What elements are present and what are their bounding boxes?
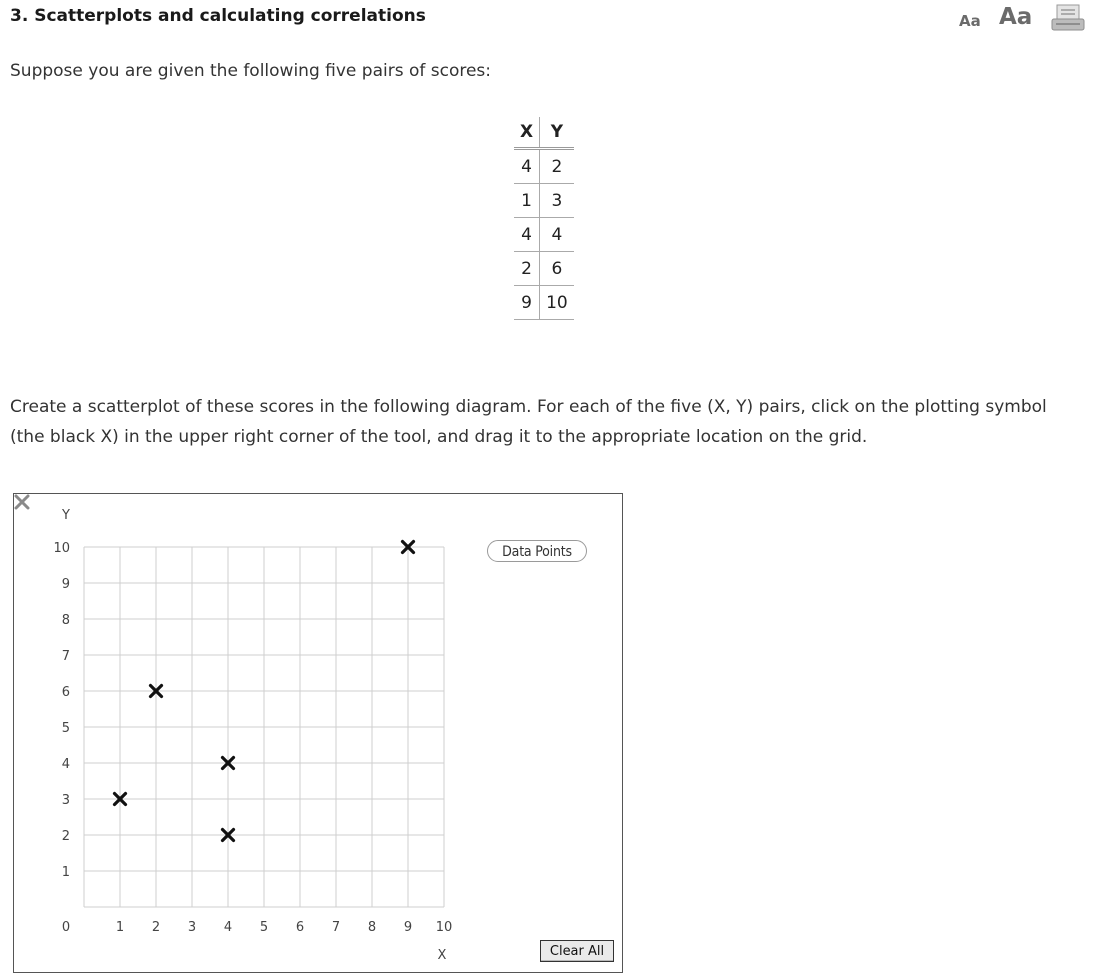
y-tick-label: 2 [61,829,70,844]
printer-icon[interactable] [1050,4,1086,32]
table-row [514,218,574,252]
y-value: 10 [540,286,574,320]
y-tick-label: 5 [61,721,70,736]
x-tick-label: 4 [223,920,233,935]
x-tick-label: 9 [403,920,413,935]
x-tick-label: 10 [435,920,453,935]
table-row [514,252,574,286]
x-tick-label: 1 [115,920,125,935]
column-header-x: X [514,117,540,149]
x-axis-label: X [437,948,447,963]
page-title: 3. Scatterplots and calculating correlations [10,6,426,26]
x-mark-icon[interactable] [14,494,30,510]
y-tick-label: 6 [61,685,70,700]
font-size-increase-button[interactable]: Aa [999,4,1033,30]
scatterplot-tool [13,493,623,973]
font-size-decrease-button[interactable]: Aa [959,12,981,30]
y-value: 2 [540,149,574,184]
intro-text: Suppose you are given the following five pairs of scores: [10,61,492,81]
origin-label: 0 [61,920,71,935]
y-tick-label: 4 [61,757,70,772]
score-pairs-table [514,117,574,320]
table-row [514,184,574,218]
x-tick-label: 3 [187,920,197,935]
y-tick-label: 10 [53,541,70,556]
y-value: 3 [540,184,574,218]
scatterplot-chart [14,494,622,972]
x-tick-label: 6 [295,920,305,935]
instructions-text: Create a scatterplot of these scores in the following diagram. For each of the five (X, Y) pairs, click on the plotting symbol (the black X) in the upper right corner of the tool, and drag it to the appropriate location on the grid. [10,397,1047,447]
clear-all-button[interactable]: Clear All [540,940,614,962]
x-tick-label: 7 [331,920,341,935]
column-header-y: Y [540,117,574,149]
y-tick-label: 8 [61,613,70,628]
x-value: 2 [514,252,540,286]
x-value: 1 [514,184,540,218]
y-value: 6 [540,252,574,286]
x-tick-label: 2 [151,920,161,935]
data-points-label: Data Points [487,540,587,562]
y-tick-label: 7 [61,649,70,664]
table-row [514,286,574,320]
x-value: 9 [514,286,540,320]
y-tick-label: 9 [61,577,70,592]
x-tick-label: 5 [259,920,269,935]
y-value: 4 [540,218,574,252]
y-axis-label: Y [62,508,70,523]
table-row [514,149,574,184]
x-value: 4 [514,149,540,184]
x-tick-label: 8 [367,920,377,935]
y-tick-label: 1 [61,865,70,880]
y-tick-label: 3 [61,793,70,808]
x-value: 4 [514,218,540,252]
